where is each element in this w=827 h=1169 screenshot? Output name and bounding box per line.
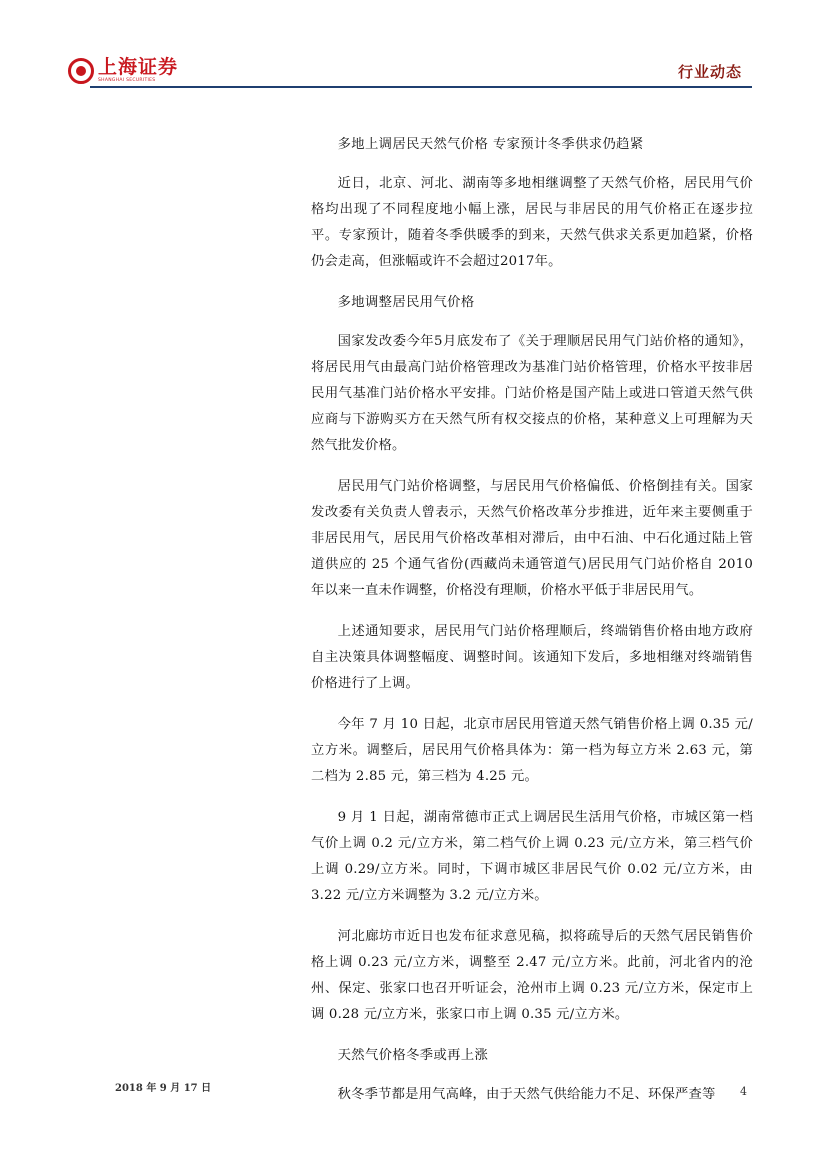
paragraph: 河北廊坊市近日也发布征求意见稿，拟将疏导后的天然气居民销售价格上调 0.23 元/立方米，调整至 2.47 元/立方米。此前，河北省内的沧州、保定、张家口也召开听证会，沧州市上调 0.23 元/立方米，保定市上调 0.28 元/立方米，张家口市上调 0.35 元/立方米。 <box>311 929 753 1022</box>
paragraph: 上述通知要求，居民用气门站价格理顺后，终端销售价格由地方政府自主决策具体调整幅度、调整时间。该通知下发后，多地相继对终端销售价格进行了上调。 <box>311 624 753 691</box>
paragraph: 居民用气门站价格调整，与居民用气价格偏低、价格倒挂有关。国家发改委有关负责人曾表示，天然气价格改革分步推进，近年来主要侧重于非居民用气，居民用气价格改革相对滞后，由中石油、中石化通过陆上管道供应的 25 个通气省份(西藏尚未通管道气)居民用气门站价格自 2010 年以来一直未作调整，价格没有理顺，价格水平低于非居民用气。 <box>311 479 753 598</box>
logo-emblem-icon <box>68 58 94 84</box>
section-title: 行业动态 <box>677 63 742 81</box>
article-title: 多地上调居民天然气价格 专家预计冬季供求仍趋紧 <box>337 137 644 152</box>
subheading-winter-prices: 天然气价格冬季或再上涨 <box>337 1048 489 1063</box>
paragraph: 9 月 1 日起，湖南常德市正式上调居民生活用气价格，市城区第一档气价上调 0.2 元/立方米，第二档气价上调 0.23 元/立方米，第三档气价上调 0.29/立方米。同时，下调市城区非居民气价 0.02 元/立方米，由 3.22 元/立方米调整为 3.2 元/立方米。 <box>311 810 753 903</box>
company-logo <box>68 58 178 84</box>
header-divider <box>90 86 752 88</box>
page-number: 4 <box>740 1085 747 1098</box>
subheading-adjust-prices: 多地调整居民用气价格 <box>337 295 475 310</box>
page-header <box>0 0 827 92</box>
article-body <box>311 132 753 1123</box>
paragraph: 秋冬季节都是用气高峰，由于天然气供给能力不足、环保严查等 <box>337 1087 716 1102</box>
paragraph: 今年 7 月 10 日起，北京市居民用管道天然气销售价格上调 0.35 元/立方米。调整后，居民用气价格具体为：第一档为每立方米 2.63 元，第二档为 2.85 元，第三档为 4.25 元。 <box>311 717 753 784</box>
intro-paragraph: 近日，北京、河北、湖南等多地相继调整了天然气价格，居民用气价格均出现了不同程度地小幅上涨，居民与非居民的用气价格正在逐步拉平。专家预计，随着冬季供暖季的到来，天然气供求关系更加趋紧，价格仍会走高，但涨幅或许不会超过2017年。 <box>311 176 753 269</box>
paragraph: 国家发改委今年5月底发布了《关于理顺居民用气门站价格的通知》，将居民用气由最高门站价格管理改为基准门站价格管理，价格水平按非居民用气基准门站价格水平安排。门站价格是国产陆上或进口管道天然气供应商与下游购买方在天然气所有权交接点的价格，某种意义上可理解为天然气批发价格。 <box>311 334 753 453</box>
logo-english-text: SHANGHAI SECURITIES <box>98 78 156 83</box>
logo-chinese-text: 上海证券 <box>98 56 179 78</box>
report-date: 2018 年 9 月 17 日 <box>115 1083 212 1094</box>
